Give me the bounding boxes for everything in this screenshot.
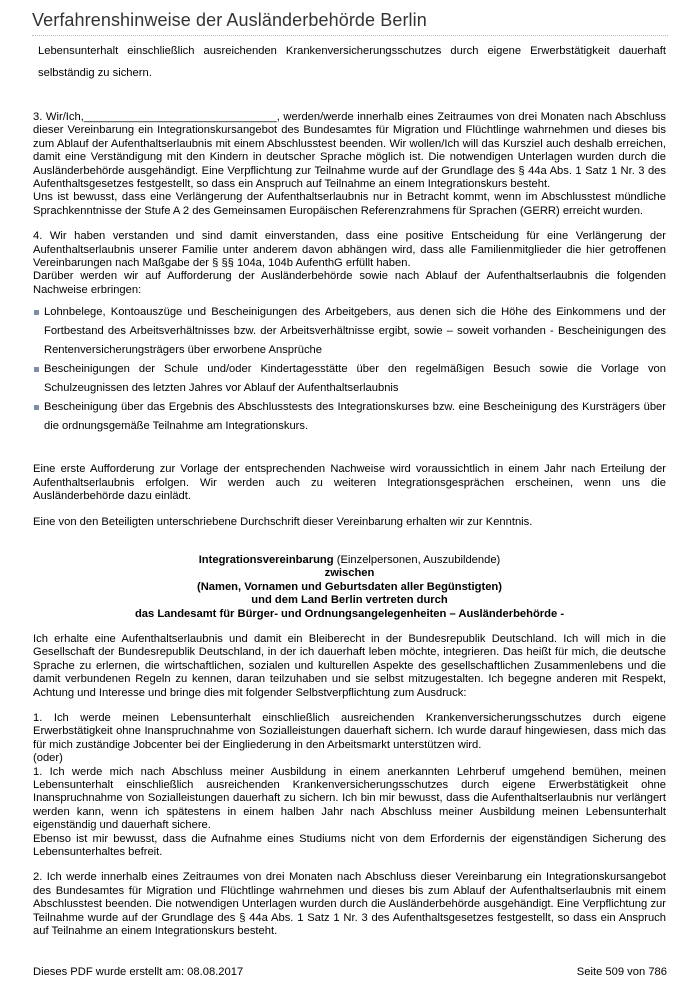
commitment-1-employment: 1. Ich werde meinen Lebensunterhalt einschließlich ausreichenden Krankenversicherungsschutzes durch eigene Erwerbstätigkeit ohne Inanspruchnahme von Sozialleistungen dauerhaft sichern. Ich wurde darauf hingewiesen, dass mich das für mich zuständige Jobcenter bei der Eingliederung in den Arbeitsmarkt unterstützen wird.: [33, 711, 666, 751]
page-title: Verfahrenshinweise der Ausländerbehörde Berlin: [32, 10, 427, 30]
square-bullet-icon: [34, 310, 39, 315]
list-item: [33, 360, 666, 398]
pdf-created-date: Dieses PDF wurde erstellt am: 08.08.2017: [33, 966, 244, 978]
agreement-heading: [33, 554, 666, 621]
agreement-heading-between: zwischen: [324, 567, 375, 580]
section-3-note: Uns ist bewusst, dass eine Verlängerung der Aufenthaltserlaubnis nur in Betracht kommt, wenn im Abschlusstest mündliche Sprachkenntnisse der Stufe A 2 des Gemeinsamen Europäischen Referenzrahmens für Sprachen (GERR) erreicht wurden.: [33, 191, 666, 217]
commitment-1-study-note: Ebenso ist mir bewusst, dass die Aufnahme eines Studiums nicht von dem Erfordernis der eigenständigen Sicherung des Lebensunterhaltes befreit.: [33, 832, 666, 859]
agreement-heading-beneficiaries: (Namen, Vornamen und Geburtsdaten aller Begünstigten): [196, 580, 502, 593]
list-item-text: Bescheinigung über das Ergebnis des Abschlusstests des Integrationskurses bzw. eine Bescheinigung des Kursträgers über die ordnungsgemäße Teilnahme am Integrationskurs.: [44, 401, 666, 433]
first-request-paragraph: Eine erste Aufforderung zur Vorlage der entsprechenden Nachweise wird voraussichtlich in einem Jahr nach Erteilung der Aufenthaltserlaubnis erfolgen. Wir werden auch zu weiteren Integrationsgesprächen erscheinen, wenn uns die Ausländerbehörde dazu einlädt.: [33, 463, 666, 503]
square-bullet-icon: [34, 367, 39, 372]
page-header: [32, 10, 668, 36]
commitment-2-integration-course: 2. Ich werde innerhalb eines Zeitraumes von drei Monaten nach Abschluss dieser Vereinbarung ein Integrationskursangebot des Bundesamtes für Migration und Flüchtlinge wahrnehmen und dieses bis zum Ablauf der Aufenthaltserlaubnis mit einem Abschlusstest beenden. Die notwendigen Unterlagen wurden durch die Ausländerbehörde ausgehändigt. Eine Verpflichtung zur Teilnahme wurde auf der Grundlage des § 44a Abs. 1 Satz 1 Nr. 3 des Aufenthaltsgesetzes festgestellt, so dass ein Anspruch auf Teilnahme an einem Integrationskurs besteht.: [33, 871, 666, 938]
square-bullet-icon: [34, 405, 39, 410]
list-item: [33, 398, 666, 436]
page-number: Seite 509 von 786: [576, 966, 667, 978]
section-4-evidence-intro: Darüber werden wir auf Aufforderung der Ausländerbehörde sowie nach Ablauf der Aufenthaltserlaubnis die folgenden Nachweise erbringen:: [33, 270, 666, 296]
agreement-heading-state: und dem Land Berlin vertreten durch: [251, 594, 448, 607]
list-item-text: Lohnbelege, Kontoauszüge und Bescheinigungen des Arbeitgebers, aus denen sich die Höhe des Einkommens und der Fortbestand des Arbeitsverhältnisses bzw. der Arbeitsverhältnisse ergibt, sowie – soweit vorhanden - Bescheinigungen des Rentenversicherungsträgers über erworbene Ansprüche: [44, 306, 666, 357]
document-body: [33, 40, 666, 938]
agreement-heading-title: Integrationsvereinbarung: [198, 553, 334, 566]
agreement-heading-authority: das Landesamt für Bürger- und Ordnungsangelegenheiten – Ausländerbehörde -: [134, 607, 565, 620]
agreement-intro: Ich erhalte eine Aufenthaltserlaubnis und damit ein Bleiberecht in der Bundesrepublik Deutschland. Ich will mich in die Gesellschaft der Bundesrepublik Deutschland, in der ich dauerhaft leben möchte, integrieren. Das heißt für mich, die deutsche Sprache zu erlernen, die wirtschaftlichen, sozialen und kulturellen Aspekte des gesellschaftlichen Zusammenlebens und die damit verbundenen Regeln zu kennen, daran teilzuhaben und sie selbst mitzugestalten. Ich begegne anderen mit Respekt, Achtung und Interesse und bringe dies mit folgender Selbstverpflichtung zum Ausdruck:: [33, 632, 666, 699]
or-label: (oder): [33, 752, 63, 765]
intro-continuation: Lebensunterhalt einschließlich ausreichenden Krankenversicherungsschutzes durch eigene Erwerbstätigkeit dauerhaft selbständig zu sichern.: [38, 45, 666, 79]
section-3-paragraph: 3. Wir/Ich,_______________________________, werden/werde innerhalb eines Zeitraumes von drei Monaten nach Abschluss dieser Vereinbarung ein Integrationskursangebot des Bundesamtes für Migration und Flüchtlinge wahrnehmen und dieses bis zum Ablauf der Aufenthaltserlaubnis mit einem Abschlusstest beenden. Wir wollen/Ich will das Kursziel auch deshalb erreichen, damit eine Verständigung mit den Kindern in deutscher Sprache möglich ist. Die notwendigen Unterlagen wurden durch die Ausländerbehörde ausgehändigt. Eine Verpflichtung zur Teilnahme wurde auf der Grundlage des § 44a Abs. 1 Satz 1 Nr. 3 des Aufenthaltsgesetzes festgestellt, so dass ein Anspruch auf Teilnahme an einem Integrationskurs besteht.: [33, 111, 666, 191]
agreement-heading-subtitle: (Einzelpersonen, Auszubildende): [333, 553, 501, 566]
commitment-1-apprenticeship: 1. Ich werde mich nach Abschluss meiner Ausbildung in einem anerkannten Lehrberuf umgehend bemühen, meinen Lebensunterhalt einschließlich ausreichenden Krankenversicherungsschutzes durch eigene Erwerbstätigkeit ohne Inanspruchnahme von Sozialleistungen dauerhaft zu sichern. Ich bin mir bewusst, dass die Aufenthaltserlaubnis nur verlängert werden kann, wenn ich spätestens in einem halben Jahr nach Abschluss meiner Ausbildung meinen Lebensunterhalt eigenständig und dauerhaft sichere.: [33, 765, 666, 832]
list-item: [33, 303, 666, 360]
section-4-paragraph: 4. Wir haben verstanden und sind damit einverstanden, dass eine positive Entscheidung für eine Verlängerung der Aufenthaltserlaubnis unserer Familie unter anderem davon abhängen wird, dass alle Familienmitglieder die hier getroffenen Vereinbarungen nach Maßgabe der § §§ 104a, 104b AufenthG erfüllt haben.: [33, 230, 666, 270]
list-item-text: Bescheinigungen der Schule und/oder Kindertagesstätte über den regelmäßigen Besuch sowie die Vorlage von Schulzeugnissen des letzten Jahres vor Ablauf der Aufenthaltserlaubnis: [44, 363, 666, 395]
copy-note: Eine von den Beteiligten unterschriebene Durchschrift dieser Vereinbarung erhalten wir zur Kenntnis.: [33, 515, 533, 528]
evidence-list: [33, 303, 666, 436]
